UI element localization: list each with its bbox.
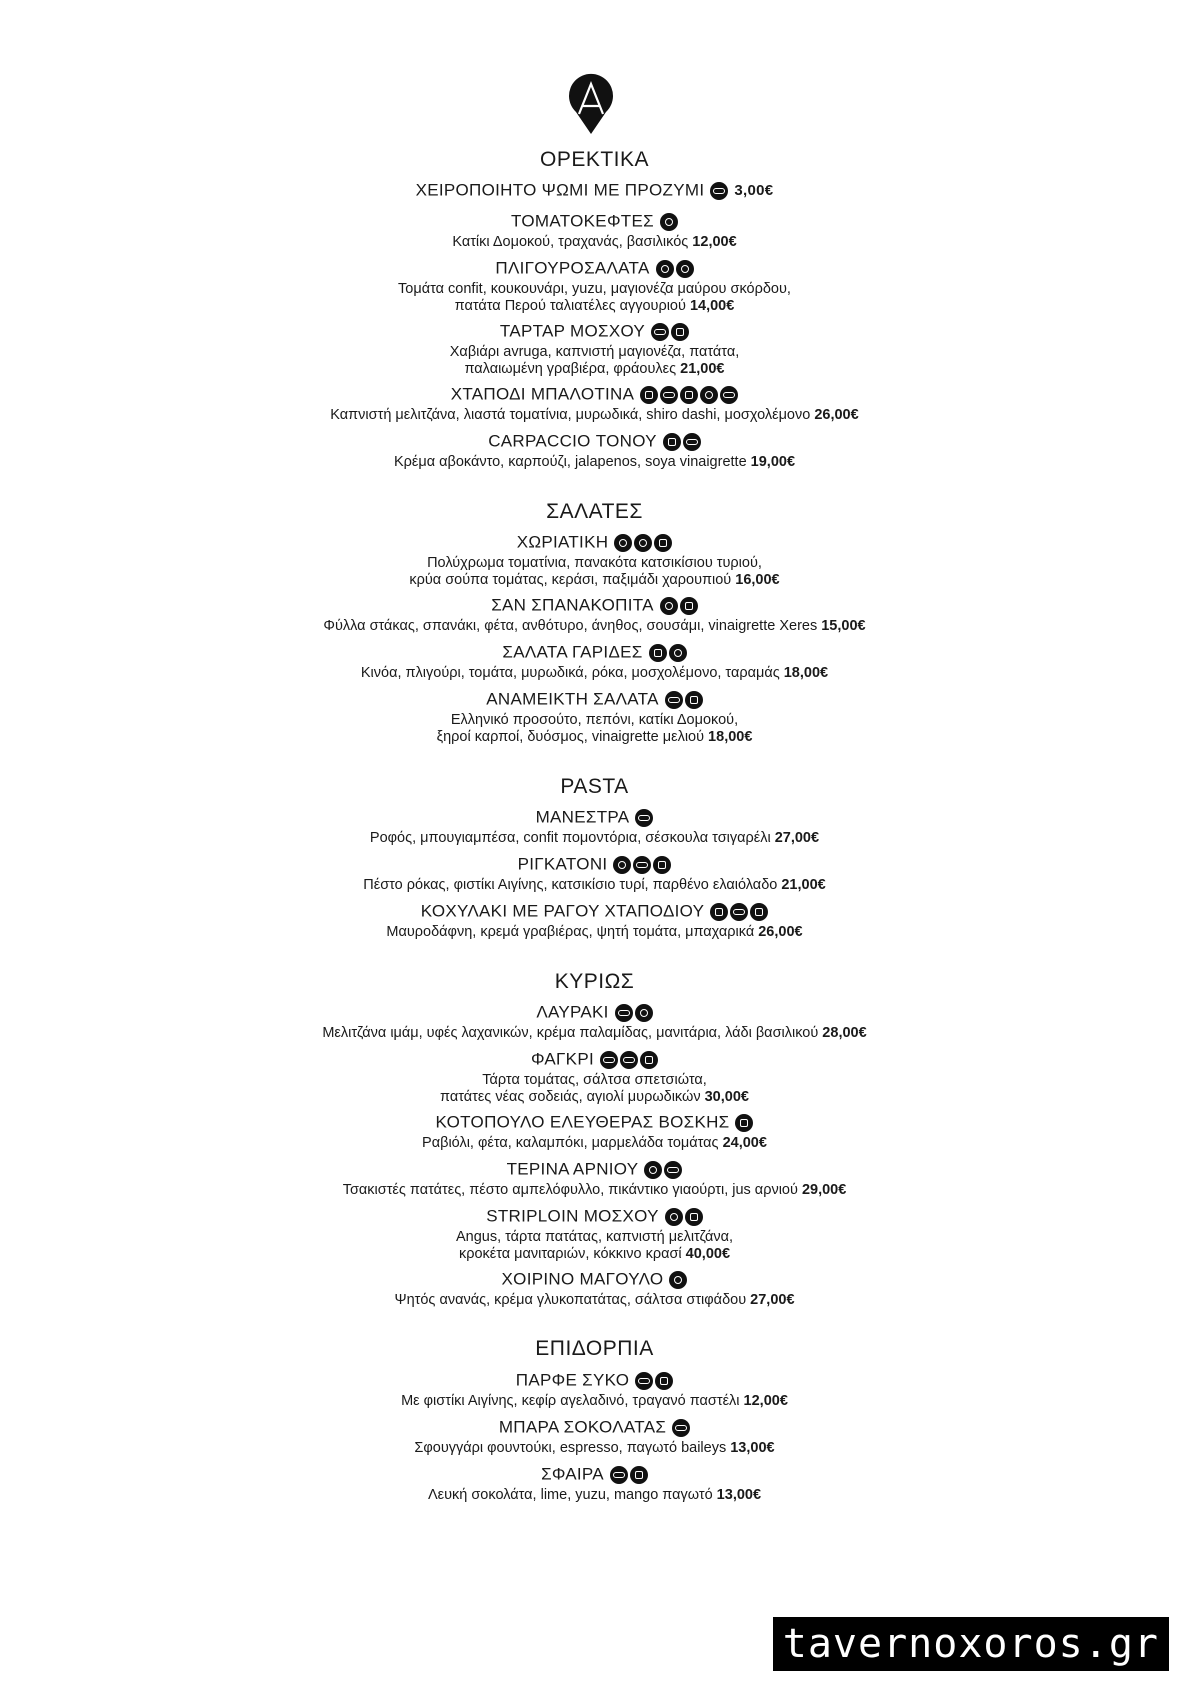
menu-item-title (0, 258, 1189, 279)
menu-item-name: ΚΟΤΟΠΟΥΛΟ ΕΛΕΥΘΕΡΑΣ ΒΟΣΚΗΣ (435, 1112, 730, 1132)
menu-item-title (0, 689, 1189, 710)
section-title: ΕΠΙΔΟΡΠΙΑ (535, 1337, 654, 1360)
menu-item-title (0, 1370, 1189, 1391)
menu-item-name: ΦΑΓΚΡΙ (531, 1049, 594, 1069)
vegetarian-icon (660, 597, 678, 615)
celery-icon (720, 386, 738, 404)
menu-item-title (0, 854, 1189, 875)
allergen-icons (633, 1371, 673, 1391)
gluten-icon (672, 1419, 690, 1437)
milk-icon (640, 1051, 658, 1069)
allergen-icons (663, 690, 703, 710)
sesame-icon (644, 1161, 662, 1179)
allergen-icons (642, 1160, 682, 1180)
menu-item-description: Τομάτα confit, κουκουνάρι, yuzu, μαγιονέζα μαύρου σκόρδου, (398, 281, 791, 297)
menu-item-price: 28,00€ (818, 1025, 867, 1041)
menu-item-name: ΜΑΝΕΣΤΡΑ (535, 807, 630, 827)
menu-item-description: Τάρτα τομάτας, σάλτσα σπετσιώτα, (482, 1072, 707, 1088)
soy-icon (640, 386, 658, 404)
allergen-icons (658, 596, 698, 616)
mushroom-icon (635, 1004, 653, 1022)
menu-item-name: ΤΑΡΤΑΡ ΜΟΣΧΟΥ (499, 321, 646, 341)
menu-item-name: ΧΤΑΠΟΔΙ ΜΠΑΛΟΤΙΝΑ (450, 384, 635, 404)
egg-icon (651, 323, 669, 341)
allergen-icons (633, 808, 653, 828)
menu-item-name: ΤΕΡΙΝΑ ΑΡΝΙΟΥ (506, 1159, 639, 1179)
menu-item-price: 40,00€ (681, 1246, 731, 1262)
menu-item-price: 21,00€ (680, 361, 725, 377)
allergen-icons (658, 212, 678, 232)
allergen-icons (654, 259, 694, 279)
mushroom-icon (665, 1208, 683, 1226)
allergen-icons (613, 1003, 653, 1023)
menu-item-description: Σφουγγάρι φουντούκι, espresso, παγωτό baileys 13,00€ (414, 1440, 775, 1456)
menu-item-price: 14,00€ (685, 298, 735, 314)
menu-item-description: Μελιτζάνα ιμάμ, υφές λαχανικών, κρέμα παλαμίδας, μανιτάρια, λάδι βασιλικού 28,00€ (322, 1025, 867, 1041)
menu-item-title (0, 807, 1189, 828)
milk-icon (685, 1208, 703, 1226)
menu-item-description: Κρέμα αβοκάντο, καρπούζι, jalapenos, soya vinaigrette 19,00€ (393, 454, 796, 470)
milk-icon (680, 597, 698, 615)
allergen-icons (598, 1050, 658, 1070)
menu-item-title (0, 642, 1189, 663)
menu-item-price: 24,00€ (718, 1135, 767, 1151)
menu-item-name: ΣΑΝ ΣΠΑΝΑΚΟΠΙΤΑ (491, 595, 654, 615)
allergen-icons (608, 1465, 648, 1485)
celery-icon (620, 1051, 638, 1069)
mustard-icon (649, 644, 667, 662)
menu-item-title (0, 211, 1189, 232)
menu-item-name: ΣΑΛΑΤΑ ΓΑΡΙΔΕΣ (502, 642, 643, 662)
mushroom-icon (669, 644, 687, 662)
vegetarian-icon (656, 260, 674, 278)
menu-item-description: Ραβιόλι, φέτα, καλαμπόκι, μαρμελάδα τομάτας 24,00€ (422, 1135, 767, 1151)
gluten-icon (710, 182, 728, 200)
menu-item-name: ΧΩΡΙΑΤΙΚΗ (516, 532, 609, 552)
menu-item-name: ΡΙΓΚΑΤΟΝΙ (517, 854, 608, 874)
dairy-icon (676, 260, 694, 278)
allergen-icons (670, 1418, 690, 1438)
allergen-icons (733, 1113, 753, 1133)
section-title: ΚΥΡΙΩΣ (554, 970, 635, 993)
menu-item-description: Πέστο ρόκας, φιστίκι Αιγίνης, κατσικίσιο τυρί, παρθένο ελαιόλαδο 21,00€ (363, 877, 826, 893)
menu-item-description: Λευκή σοκολάτα, lime, yuzu, mango παγωτό 13,00€ (427, 1487, 762, 1503)
menu-item-name: ΤΟΜΑΤΟΚΕΦΤΕΣ (511, 211, 654, 231)
menu-item-name: ΣΦΑΙΡΑ (541, 1464, 604, 1484)
egg-icon (635, 809, 653, 827)
menu-item-name: ΠΛΙΓΟΥΡΟΣΑΛΑΤΑ (495, 258, 650, 278)
menu-item-title (0, 180, 1189, 201)
gluten-icon (635, 1372, 653, 1390)
menu-item-name: ΧΕΙΡΟΠΟΙΗΤΟ ΨΩΜΙ ΜΕ ΠΡΟΖΥΜΙ (415, 180, 705, 200)
menu-item-price: 21,00€ (777, 877, 826, 893)
menu-item-title (0, 1159, 1189, 1180)
allergen-icons (611, 855, 671, 875)
menu-item-name: ΚΟΧΥΛΑΚΙ ΜΕ ΡΑΓΟΥ ΧΤΑΠΟΔΙΟΥ (420, 901, 705, 921)
menu-item-title (0, 1269, 1189, 1290)
menu-item-title (0, 1206, 1189, 1227)
egg-icon (660, 386, 678, 404)
menu-item-description: πατάτα Περού ταλιατέλες αγγουριού 14,00€ (454, 298, 735, 314)
mustard-icon (680, 386, 698, 404)
menu-item-price: 3,00€ (734, 182, 774, 200)
gluten-icon (665, 691, 683, 709)
milk-icon (654, 534, 672, 552)
menu-item-title (0, 901, 1189, 922)
vegetarian-icon (613, 856, 631, 874)
section-title: ΣΑΛΑΤΕΣ (546, 500, 643, 523)
allergen-icons (649, 322, 689, 342)
menu-item-description: πατάτες νέας σοδειάς, αγιολί μυρωδικών 30,00€ (440, 1089, 749, 1105)
menu-item-description: παλαιωμένη γραβιέρα, φράουλες 21,00€ (464, 361, 725, 377)
menu-item-description: κροκέτα μανιταριών, κόκκινο κρασί 40,00€ (458, 1246, 731, 1262)
menu-item-price: 15,00€ (817, 618, 866, 634)
egg-icon (600, 1051, 618, 1069)
menu-item-description: κρύα σούπα τομάτας, κεράσι, παξιμάδι χαρουπιού 16,00€ (409, 572, 780, 588)
milk-icon (710, 903, 728, 921)
milk-icon (685, 691, 703, 709)
menu-item-description: Angus, τάρτα πατάτας, καπνιστή μελιτζάνα, (455, 1229, 734, 1245)
menu-item-description: Ελληνικό προσούτο, πεπόνι, κατίκι Δομοκού, (450, 712, 739, 728)
milk-icon (630, 1466, 648, 1484)
menu-item-price: 18,00€ (704, 729, 753, 745)
dairy-icon (634, 534, 652, 552)
milk-icon (735, 1114, 753, 1132)
menu-item-title (0, 431, 1189, 452)
menu-item-title (0, 532, 1189, 553)
gluten-icon (610, 1466, 628, 1484)
section-title: ΟΡΕΚΤΙΚΑ (539, 148, 650, 171)
menu-item-price: 16,00€ (731, 572, 780, 588)
menu-item-description: Μαυροδάφνη, κρεμά γραβιέρας, ψητή τομάτα, μπαχαρικά 26,00€ (386, 924, 803, 940)
milk-icon (655, 1372, 673, 1390)
soy-icon (663, 433, 681, 451)
gluten-icon (633, 856, 651, 874)
menu-item-name: CARPACCIO ΤΟΝΟΥ (488, 431, 657, 451)
egg-icon (683, 433, 701, 451)
menu-item-description: Καπνιστή μελιτζάνα, λιαστά τοματίνια, μυρωδικά, shiro dashi, μοσχολέμονο 26,00€ (330, 407, 859, 423)
mustard-icon (750, 903, 768, 921)
menu-item-description: Χαβιάρι avruga, καπνιστή μαγιονέζα, πατάτα, (449, 344, 740, 360)
menu-item-price: 18,00€ (779, 665, 829, 681)
menu-item-title (0, 384, 1189, 405)
allergen-icons (667, 1270, 687, 1290)
sesame-icon (669, 1271, 687, 1289)
allergen-icons (612, 533, 672, 553)
mustard-icon (671, 323, 689, 341)
menu-item-name: ΛΑΥΡΑΚΙ (536, 1002, 609, 1022)
menu-item-price: 12,00€ (739, 1393, 788, 1409)
menu-item-description: Τσακιστές πατάτες, πέστο αμπελόφυλλο, πικάντικο γιαούρτι, jus αρνιού 29,00€ (342, 1182, 847, 1198)
allergen-icons (663, 1207, 703, 1227)
menu-item-title (0, 1464, 1189, 1485)
menu-item-price: 12,00€ (688, 234, 737, 250)
menu-item-price: 26,00€ (810, 407, 859, 423)
menu-item-title (0, 321, 1189, 342)
menu-item-description: Πολύχρωμα τοματίνια, πανακότα κατσικίσιου τυριού, (427, 555, 762, 571)
menu-item-price: 30,00€ (700, 1089, 749, 1105)
menu-item-description: ξηροί καρποί, δυόσμος, vinaigrette μελιού 18,00€ (436, 729, 753, 745)
allergen-icons (638, 385, 738, 405)
vegetarian-icon (660, 213, 678, 231)
menu-item-price: 13,00€ (726, 1440, 775, 1456)
menu-item-price: 29,00€ (797, 1182, 847, 1198)
menu-item-description: Κινόα, πλιγούρι, τομάτα, μυρωδικά, ρόκα, μοσχολέμονο, ταραμάς 18,00€ (360, 665, 829, 681)
menu-item-name: ΠΑΡΦΕ ΣΥΚΟ (515, 1370, 630, 1390)
menu-item-price: 19,00€ (746, 454, 796, 470)
menu-item-title (0, 595, 1189, 616)
allergen-icons (661, 432, 701, 452)
restaurant-logo-icon (566, 70, 616, 136)
section-title: PASTA (560, 775, 629, 798)
menu-item-title (0, 1417, 1189, 1438)
egg-icon (615, 1004, 633, 1022)
menu-item-price: 27,00€ (746, 1292, 795, 1308)
menu-item-description: Ροφός, μπουγιαμπέσα, confit πομοντόρια, σέσκουλα τσιγαρέλι 27,00€ (369, 830, 820, 846)
menu-item-name: ΜΠΑΡΑ ΣΟΚΟΛΑΤΑΣ (498, 1417, 667, 1437)
menu-item-name: ΑΝΑΜΕΙΚΤΗ ΣΑΛΑΤΑ (486, 689, 659, 709)
menu-item-title (0, 1002, 1189, 1023)
menu-item-description: Με φιστίκι Αιγίνης, κεφίρ αγελαδινό, τραγανό παστέλι 12,00€ (401, 1393, 788, 1409)
menu-item-title (0, 1112, 1189, 1133)
gluten-icon (664, 1161, 682, 1179)
allergen-icons (647, 643, 687, 663)
egg-icon (730, 903, 748, 921)
menu-item-description: Κατίκι Δομοκού, τραχανάς, βασιλικός 12,00€ (452, 234, 737, 250)
milk-icon (653, 856, 671, 874)
menu-item-price: 13,00€ (712, 1487, 762, 1503)
allergen-icons (708, 181, 728, 201)
menu-item-price: 26,00€ (754, 924, 803, 940)
menu-item-name: STRIPLOIN ΜΟΣΧΟΥ (486, 1206, 659, 1226)
mushroom-icon (700, 386, 718, 404)
watermark: tavernoxoros.gr (773, 1617, 1169, 1671)
menu-item-description: Ψητός ανανάς, κρέμα γλυκοπατάτας, σάλτσα στιφάδου 27,00€ (394, 1292, 795, 1308)
vegetarian-icon (614, 534, 632, 552)
menu-item-title (0, 1049, 1189, 1070)
menu-item-price: 27,00€ (770, 830, 820, 846)
menu-item-name: ΧΟΙΡΙΝΟ ΜΑΓΟΥΛΟ (501, 1269, 664, 1289)
allergen-icons (708, 902, 768, 922)
menu-item-description: Φύλλα στάκας, σπανάκι, φέτα, ανθότυρο, άνηθος, σουσάμι, vinaigrette Xeres 15,00€ (323, 618, 866, 634)
